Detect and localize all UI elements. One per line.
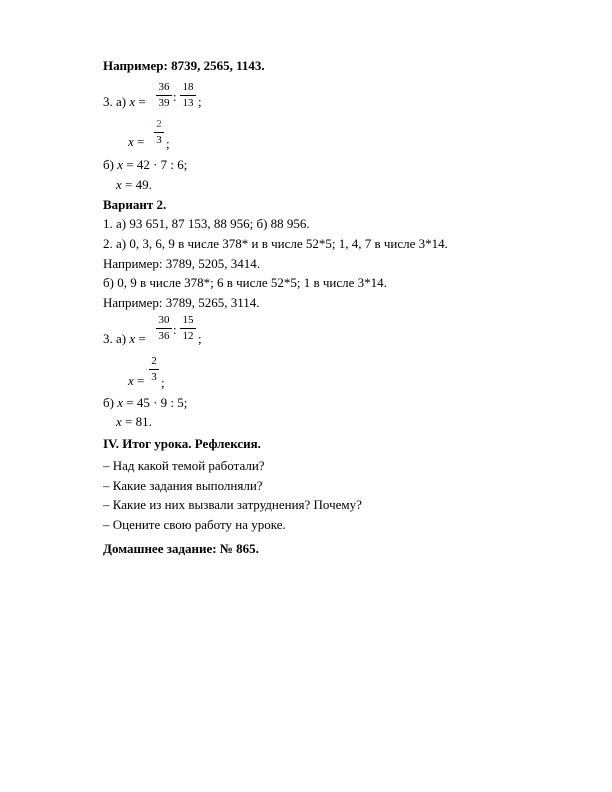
equation-lhs — [128, 373, 144, 388]
variable-x: x — [117, 395, 123, 410]
division-colon: : — [173, 89, 177, 104]
equation-3b-result-variant2 — [116, 414, 152, 429]
fraction-denominator: 36 — [158, 330, 170, 342]
answer-1: 1. а) 93 651, 87 153, 88 956; б) 88 956. — [103, 216, 310, 231]
fraction-numerator: 2 — [156, 118, 162, 130]
variant-2-heading: Вариант 2. — [103, 197, 167, 212]
variable-x: x — [129, 94, 136, 109]
equals-sign: = — [133, 134, 145, 149]
equals-sign: = — [133, 373, 145, 388]
expression: = 42 · 7 : 6; — [122, 157, 188, 172]
fraction-numerator: 36 — [158, 81, 170, 93]
reflection-question-3: – Какие из них вызвали затруднения? Почему? — [103, 497, 362, 512]
reflection-question-4: – Оцените свою работу на уроке. — [103, 517, 286, 532]
homework-line: Домашнее задание: № 865. — [103, 541, 259, 556]
answer-2a: 2. а) 0, 3, 6, 9 в числе 378* и в числе 52*5; 1, 4, 7 в числе 3*14. — [103, 236, 448, 251]
fraction-denominator: 3 — [156, 134, 162, 146]
fraction-bar — [180, 95, 196, 96]
fraction-numerator: 18 — [182, 81, 194, 93]
fraction-bar — [149, 369, 159, 370]
fraction-numerator: 30 — [158, 314, 170, 326]
fraction-numerator: 2 — [151, 355, 157, 367]
fraction-bar — [154, 132, 164, 133]
item-prefix: б) — [103, 157, 118, 172]
fraction-bar — [156, 95, 172, 96]
fraction-bar — [156, 328, 172, 329]
example-line-1: Например: 8739, 2565, 1143. — [103, 58, 265, 73]
equation-3b-variant1 — [103, 157, 187, 172]
equation-3b-variant2 — [103, 395, 187, 410]
fraction-denominator: 13 — [182, 97, 194, 109]
variable-x: x — [116, 177, 122, 192]
section-iv-heading: IV. Итог урока. Рефлексия. — [103, 436, 261, 451]
answer-2b: б) 0, 9 в числе 378*; 6 в числе 52*5; 1 в числе 3*14. — [103, 275, 387, 290]
fraction-bar — [180, 328, 196, 329]
fraction-numerator: 15 — [182, 314, 194, 326]
fraction-denominator: 39 — [158, 97, 170, 109]
semicolon: ; — [198, 331, 202, 346]
variable-x: x — [128, 134, 134, 149]
equation-label — [103, 94, 146, 109]
example-line-3: Например: 3789, 5265, 3114. — [103, 295, 260, 310]
example-line-2: Например: 3789, 5205, 3414. — [103, 256, 261, 271]
equals-sign: = — [135, 94, 146, 109]
item-prefix: б) — [103, 395, 118, 410]
variable-x: x — [117, 157, 123, 172]
expression: = 81. — [121, 414, 152, 429]
equation-lhs — [128, 134, 144, 149]
reflection-question-1: – Над какой темой работали? — [103, 458, 265, 473]
fraction-denominator: 12 — [182, 330, 194, 342]
item-prefix: 3. а) — [103, 94, 130, 109]
variable-x: x — [128, 373, 134, 388]
expression: = 49. — [121, 177, 152, 192]
expression: = 45 · 9 : 5; — [122, 395, 188, 410]
equation-label — [103, 331, 146, 346]
semicolon: ; — [166, 136, 170, 151]
variable-x: x — [129, 331, 136, 346]
reflection-question-2: – Какие задания выполняли? — [103, 478, 263, 493]
item-prefix: 3. а) — [103, 331, 130, 346]
equals-sign: = — [135, 331, 146, 346]
equation-3b-result-variant1 — [116, 177, 152, 192]
variable-x: x — [116, 414, 122, 429]
division-colon: : — [173, 322, 177, 337]
semicolon: ; — [198, 94, 202, 109]
fraction-denominator: 3 — [151, 371, 157, 383]
semicolon: ; — [161, 375, 165, 390]
